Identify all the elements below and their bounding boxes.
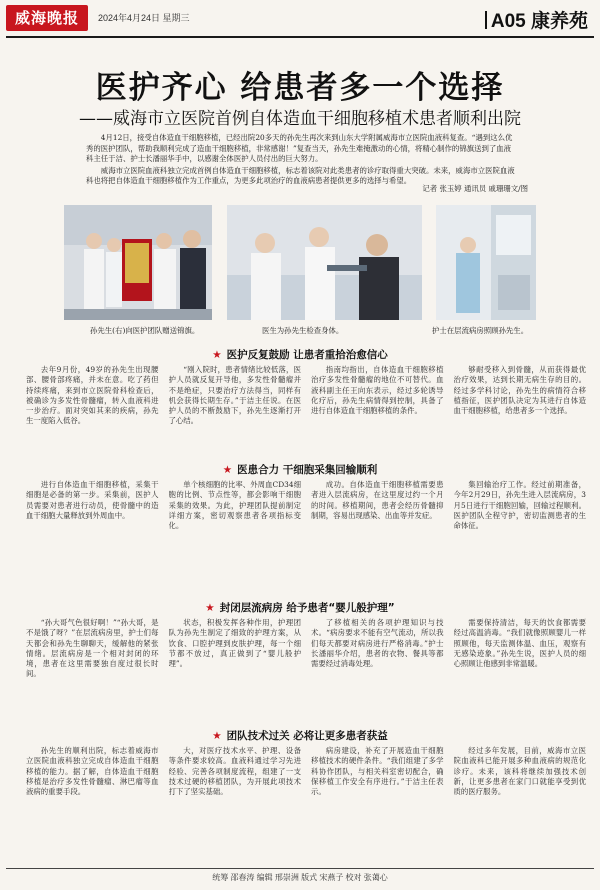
photo-banner-presentation: [64, 205, 212, 320]
caption-3: 护士在层流病房照顾孙先生。: [432, 326, 529, 335]
section-title-2: [0, 462, 600, 477]
column: 经过多年发展，目前，威海市立医院血液科已能开展多种血液病的规范化诊疗。未来，该科将继续加强技术创新，让更多患者在家门口就能享受到优质的医疗服务。: [453, 746, 586, 797]
photo-nurse-laminar-ward: [436, 205, 536, 320]
page-bar: [485, 11, 487, 29]
issue-date: 2024年4月24日 星期三: [98, 13, 190, 23]
byline: 记者 张玉婷 通讯员 戚珊珊文/图: [422, 184, 528, 193]
section-title-1: [0, 347, 600, 362]
column: 进行自体造血干细胞移植，采集干细胞是必备的第一步。采集前，医护人员需要对患者进行动员，使骨髓中的造血干细胞大量释放到外周血中。: [26, 480, 159, 520]
column: 孙先生的顺利出院，标志着威海市立医院血液科独立完成自体造血干细胞移植的能力。据了解，自体造血干细胞移植是治疗多发性骨髓瘤、淋巴瘤等血液病的重要手段。: [26, 746, 159, 797]
column: 状态，积极发挥各种作用，护理团队为孙先生制定了细致的护理方案，从饮食、口腔护理到皮肤护理，每一个细节都不放过，真正做到了“婴儿般护理”。: [168, 618, 301, 669]
subheadline: ——威海市立医院首例自体造血干细胞移植术患者顺利出院: [79, 109, 521, 129]
column: 单个核细胞的比率、外周血CD34细胞的比例、节点性等，都会影响干细胞采集的效果。为此，护理团队提前制定详细方案，密切观察患者各项指标变化。: [168, 480, 301, 531]
column: “孙大哥气色很好啊！”“孙大哥，是不是饿了呀？”在层流病房里，护士们每天都会和孙先生聊聊天，缓解他的紧张情绪。层流病房是一个相对封闭的环境，患者在这里需要独自度过很长时间。: [26, 618, 159, 679]
column: 去年9月份，49岁的孙先生出现腰部、腰骨部疼痛，并未在意。吃了药但持续疼痛，来到市立医院骨科检查后，被确诊为多发性骨髓瘤，转入血液科进一步治疗。面对突如其来的疾病，孙先生一度陷入低谷。: [26, 365, 159, 426]
star-icon: ★: [222, 464, 233, 476]
section-title-4: [0, 728, 600, 743]
editorial-credits: 统筹 邵春涛 编辑 邢崇洲 版式 宋燕子 校对 张蔼心: [212, 873, 388, 882]
top-rule: [6, 36, 594, 38]
lead-paragraphs: [86, 133, 518, 188]
lead-paragraph-2: 威海市立医院血液科独立完成首例自体造血干细胞移植，标志着该院对此类患者的诊疗取得重大突破。未来，威海市立医院血液科也将把自体造血干细胞移植作为工作重点，为更多此项治疗的血液病患者提供更多的选择与希望。: [86, 165, 515, 186]
section-title-text: 医护反复鼓励 让患者重拾治愈信心: [226, 349, 388, 361]
column: 成功。自体造血干细胞移植需要患者进入层流病房，在这里度过约一个月的时间。移植期间，患者会经历骨髓抑制期，容易出现感染、出血等并发症。: [311, 480, 444, 520]
section-body-4: [26, 746, 586, 862]
section-title-text: 封闭层流病房 给予患者“婴儿般护理”: [219, 602, 395, 614]
headline: 医护齐心 给患者多一个选择: [95, 70, 505, 106]
star-icon: ★: [205, 602, 215, 614]
newspaper-logo: 威海晚报: [6, 5, 88, 31]
column: 集回输治疗工作。经过前期准备，今年2月29日，孙先生进入层流病房，3月5日进行干细胞回输，回输过程顺利。医护团队全程守护，密切监测患者的生命体征。: [453, 480, 586, 531]
section-body-1: [26, 365, 586, 450]
caption-2: 医生为孙先生检查身体。: [262, 326, 344, 335]
section-title-text: 医患合力 干细胞采集回输顺利: [237, 464, 378, 476]
section-title-text: 团队技术过关 必将让更多患者获益: [226, 730, 388, 742]
column: 了移植相关的各项护理知识与技术。“病房要求不能有空气流动，所以我们每天都要对病房进行严格消毒。”护士长潘丽华介绍，患者的衣物、餐具等都需要经过消毒处理。: [311, 618, 444, 669]
page-label: A05 康养苑: [490, 11, 588, 32]
lead-paragraph-1: 4月12日，接受自体造血干细胞移植，已经出院20多天的孙先生再次来到山东大学附属威海市立医院血液科复查。“遇到这么优秀的医护团队，帮助我顺利完成了造血干细胞移植，非常感谢！”复查当天，孙先生难掩激动的心情，将精心制作的锦旗送到了血液科主任于洁、护士长潘丽华手中，以感谢全体医护人员付出的巨大努力。: [86, 133, 513, 164]
photo-doctor-examination: [227, 205, 422, 320]
section-body-2: [26, 480, 586, 588]
column: 指南均指出，自体造血干细胞移植治疗多发性骨髓瘤的地位不可替代。血液科副主任王向东表示，经过多轮诱导化疗后，孙先生病情得到控制，具备了进行自体造血干细胞移植的条件。: [311, 365, 444, 416]
section-title-3: [0, 600, 600, 615]
column: “刚入院时，患者情绪比较低落，医护人员就反复开导他，多发性骨髓瘤并不是绝症，只要治疗方法得当，同样有机会获得长期生存。”于洁主任说。在医护人员的不断鼓励下，孙先生逐渐打开了心结。: [168, 365, 301, 426]
column: 病房建设，补充了开展造血干细胞移植技术的硬件条件。“我们组建了多学科协作团队，与相关科室密切配合，确保移植工作安全有序进行。”于洁主任表示。: [311, 746, 444, 797]
column: 需要保持清洁，每天的饮食都需要经过高温消毒。“我们就像照顾婴儿一样照顾他，每天监测体温、血压，观察有无感染迹象。”孙先生说，医护人员的细心照顾让他感到非常温暖。: [453, 618, 586, 669]
caption-1: 孙先生(右)向医护团队赠送锦旗。: [90, 326, 200, 335]
footer-rule: [6, 868, 594, 869]
star-icon: ★: [212, 349, 222, 361]
star-icon: ★: [212, 730, 222, 742]
column: 够耐受移入到骨髓，从而获得最优治疗效果，达到长期无病生存的目的。经过多学科讨论，孙先生的病情符合移植指征，医护团队决定为其进行自体造血干细胞移植，给患者多一个选择。: [453, 365, 586, 416]
page-number: [485, 6, 588, 33]
column: 大，对医疗技术水平、护理、设备等条件要求较高。血液科通过学习先进经验、完善各项制度流程，组建了一支技术过硬的移植团队，为开展此项技术打下了坚实基础。: [168, 746, 301, 797]
section-body-3: [26, 618, 586, 716]
